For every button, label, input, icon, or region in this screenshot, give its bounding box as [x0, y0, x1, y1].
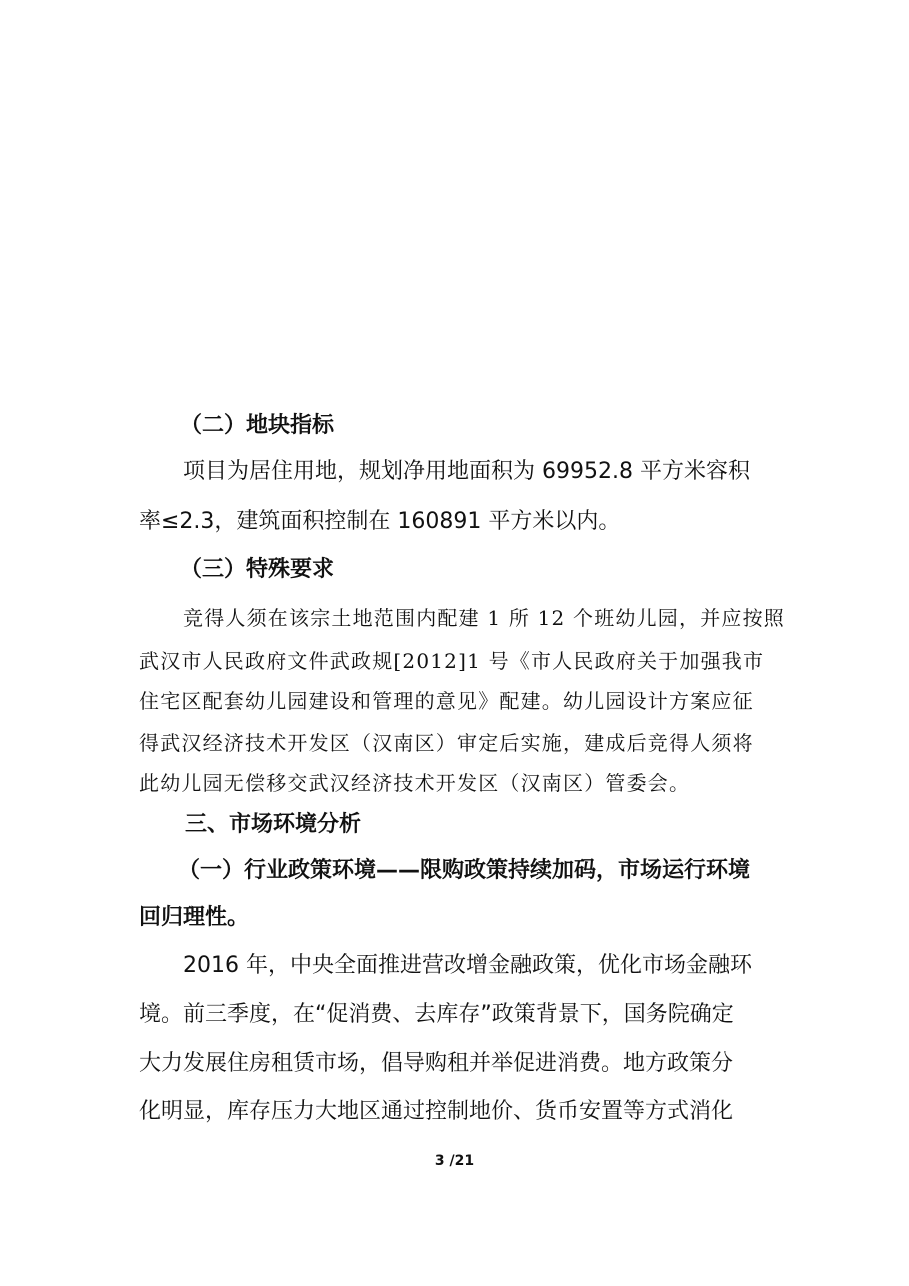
policy-text-line-2: 境。前三季度，在“促消费、去库存”政策背景下，国务院确定: [139, 1002, 734, 1027]
policy-text-line-3: 大力发展住房租赁市场，倡导购租并举促进消费。地方政策分: [139, 1051, 734, 1076]
special-requirements-line-4: 得武汉经济技术开发区（汉南区）审定后实施，建成后竞得人须将: [139, 731, 754, 755]
subsection-heading-policy-line-2: 回归理性。: [139, 905, 250, 930]
page-number: 3: [434, 1153, 445, 1169]
special-requirements-line-3: 住宅区配套幼儿园建设和管理的意见》配建。幼儿园设计方案应征: [139, 689, 754, 713]
subsection-heading-policy-line-1: （一）行业政策环境——限购政策持续加码，市场运行环境: [178, 858, 751, 883]
special-requirements-line-1: 竞得人须在该宗土地范围内配建 1 所 12 个班幼儿园，并应按照: [183, 606, 786, 630]
policy-text-line-1: 2016 年，中央全面推进营改增金融政策，优化市场金融环: [183, 953, 752, 978]
page-separator: /: [444, 1153, 455, 1169]
plot-indicators-text-line-2: 率≤2.3，建筑面积控制在 160891 平方米以内。: [139, 509, 621, 534]
policy-text-line-4: 化明显，库存压力大地区通过控制地价、货币安置等方式消化: [139, 1099, 734, 1124]
section-heading-market-analysis: 三、市场环境分析: [185, 812, 362, 837]
plot-indicators-text-line-1: 项目为居住用地，规划净用地面积为 69952.8 平方米容积: [183, 459, 750, 484]
page-footer: [0, 1153, 909, 1169]
special-requirements-line-2: 武汉市人民政府文件武政规[2012]1 号《市人民政府关于加强我市: [139, 649, 765, 673]
special-requirements-line-5: 此幼儿园无偿移交武汉经济技术开发区（汉南区）管委会。: [139, 771, 691, 795]
section-heading-plot-indicators: （二）地块指标: [180, 413, 335, 438]
total-pages: 21: [454, 1153, 475, 1169]
section-heading-special-requirements: （三）特殊要求: [180, 557, 335, 582]
